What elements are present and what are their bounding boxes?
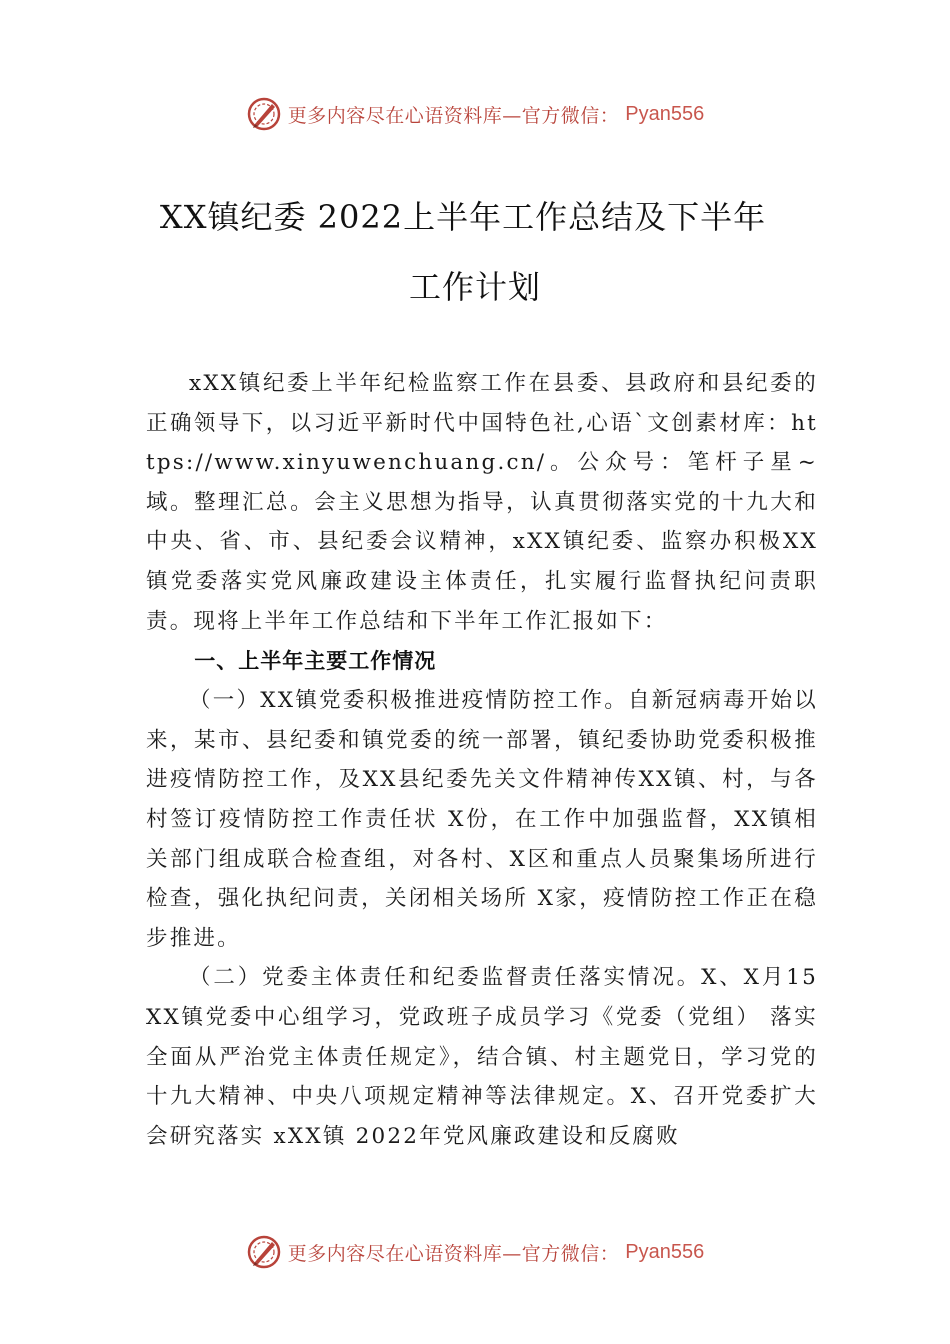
document-body — [146, 364, 818, 1156]
header-banner — [0, 92, 950, 136]
pen-circle-logo-icon — [246, 1234, 282, 1270]
pen-circle-logo-icon — [246, 96, 282, 132]
item1-paragraph: （一）XX镇党委积极推进疫情防控工作。自新冠病毒开始以来，某市、县纪委和镇党委的统一部署，镇纪委协助党委积极推进疫情防控工作，及XX县纪委先关文件精神传XX镇、村，与各村签订疫情防控工作责任状 X份，在工作中加强监督，XX镇相关部门组成联合检查组，对各村、X区和重点人员聚集场所进行检查，强化执纪问责，关闭相关场所 X家，疫情防控工作正在稳步推进。 — [146, 688, 818, 951]
footer-banner-wechat-id: Pyan556 — [625, 1240, 705, 1263]
banner-wechat-id: Pyan556 — [625, 102, 705, 125]
item2-paragraph: （二）党委主体责任和纪委监督责任落实情况。X、X月15XX镇党委中心组学习，党政班子成员学习《党委（党组） 落实全面从严治党主体责任规定》，结合镇、村主题党日，学习党的十九大精神、中央八项规定精神等法律规定。X、召开党委扩大会研究落实 xXX镇 2022年党风廉政建设和反腐败 — [146, 965, 818, 1149]
footer-banner-text: 更多内容尽在心语资料库—官方微信： — [287, 1242, 620, 1265]
document-title-line2: 工作计划 — [408, 268, 541, 306]
section-heading: 一、上半年主要工作情况 — [194, 649, 437, 674]
banner-text: 更多内容尽在心语资料库—官方微信： — [287, 104, 620, 127]
footer-banner — [0, 1230, 950, 1274]
intro-paragraph: xXX镇纪委上半年纪检监察工作在县委、县政府和县纪委的正确领导下，以习近平新时代中国特色社,心语`文创素材库：https://www.xinyuwenchuang.cn/。公众号：笔杆子星~域。整理汇总。会主义思想为指导，认真贯彻落实党的十九大和中央、省、市、县纪委会议精神，xXX镇纪委、监察办积极XX镇党委落实党风廉政建设主体责任，扎实履行监督执纪问责职责。现将上半年工作总结和下半年工作汇报如下： — [146, 371, 818, 634]
document-title-line1: XX镇纪委 2022上半年工作总结及下半年 — [159, 198, 767, 236]
